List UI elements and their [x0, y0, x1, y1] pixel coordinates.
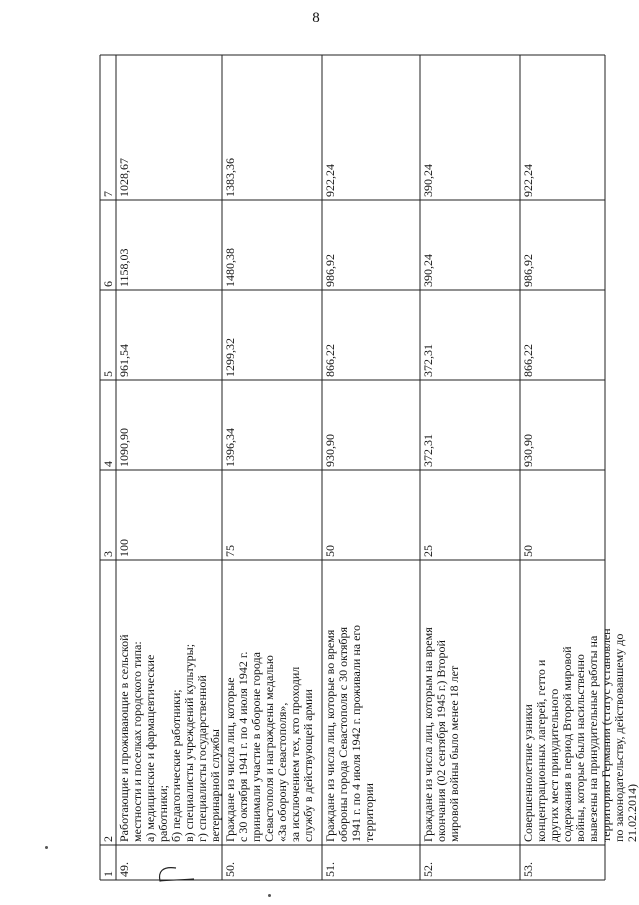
description-line: б) педагогические работники; — [169, 689, 183, 842]
description-line: с 30 октября 1941 г. по 4 июля 1942 г. — [236, 651, 250, 842]
description-line: мировой войны было менее 18 лет — [447, 665, 461, 842]
value-cell — [520, 200, 605, 290]
header-cell-text: 7 — [101, 191, 115, 197]
value-cell-text: 922,24 — [323, 164, 337, 197]
value-cell — [520, 470, 605, 560]
header-cell — [100, 845, 116, 880]
value-cell — [222, 55, 322, 200]
value-cell-text: 866,22 — [521, 344, 535, 377]
description-cell — [322, 560, 420, 845]
header-cell-text: 1 — [101, 871, 115, 877]
value-cell — [222, 290, 322, 380]
description-line: ветеринарной службы — [208, 729, 222, 842]
header-cell — [100, 55, 116, 200]
value-cell — [420, 470, 520, 560]
description-line: войны, которые были насильственно — [573, 654, 587, 842]
value-cell — [116, 290, 222, 380]
value-cell-text: 390,24 — [421, 254, 435, 287]
value-cell — [520, 55, 605, 200]
description-cell — [222, 560, 322, 845]
description-line: Севастополя и награждены медалью — [262, 655, 276, 842]
description-line: работники; — [156, 785, 170, 842]
description-line: содержания в период Второй мировой — [560, 646, 574, 842]
description-line: в) специалисты учреждений культуры; — [182, 643, 196, 842]
description-cell — [520, 560, 639, 845]
scan-dot — [45, 846, 48, 849]
value-cell — [322, 55, 420, 200]
header-cell-text: 3 — [101, 551, 115, 557]
scan-dot — [268, 894, 271, 897]
row-number-text: 51. — [323, 862, 337, 877]
description-line: территории — [362, 783, 376, 842]
row-number — [322, 845, 420, 880]
row-number-text: 49. — [117, 862, 131, 877]
value-cell — [116, 55, 222, 200]
value-cell — [116, 200, 222, 290]
value-cell — [420, 55, 520, 200]
header-cell — [100, 200, 116, 290]
value-cell-text: 1383,36 — [223, 158, 237, 197]
value-cell-text: 100 — [117, 539, 131, 557]
header-cell-text: 5 — [101, 371, 115, 377]
value-cell-text: 1028,67 — [117, 158, 131, 197]
value-cell-text: 986,92 — [521, 254, 535, 287]
description-cell — [420, 560, 520, 845]
value-cell-text: 866,22 — [323, 344, 337, 377]
header-cell — [100, 470, 116, 560]
value-cell-text: 930,90 — [323, 434, 337, 467]
value-cell — [520, 380, 605, 470]
value-cell-text: 1396,34 — [223, 428, 237, 467]
row-number-text: 53. — [521, 862, 535, 877]
header-cell — [100, 380, 116, 470]
description-line: принимали участие в обороне города — [249, 652, 263, 842]
row-number — [222, 845, 322, 880]
header-cell-text: 6 — [101, 281, 115, 287]
description-line: 21.02.2014) — [625, 784, 639, 842]
value-cell — [322, 290, 420, 380]
description-line: территорию Германии (статус установлен — [599, 628, 613, 842]
description-line: за исключением тех, кто проходил — [288, 666, 302, 842]
row-number — [520, 845, 605, 880]
description-line: концентрационных лагерей, гетто и — [534, 659, 548, 842]
description-line: Работающие и проживающие в сельской — [117, 634, 131, 842]
page-number: 8 — [312, 10, 320, 26]
description-line: Граждане из числа лиц, которые — [223, 677, 237, 842]
description-line: обороны города Севастополя с 30 октября — [336, 626, 350, 842]
value-cell-text: 50 — [521, 545, 535, 557]
value-cell-text: 986,92 — [323, 254, 337, 287]
description-line: 1941 г. по 4 июля 1942 г. проживали на его — [349, 624, 363, 842]
value-cell-text: 390,24 — [421, 164, 435, 197]
description-line: службу в действующей армии — [301, 689, 315, 842]
value-cell-text: 372,31 — [421, 344, 435, 377]
value-cell-text: 1299,32 — [223, 338, 237, 377]
value-cell — [222, 470, 322, 560]
description-line: окончания (02 сентября 1945 г.) Второй — [434, 640, 448, 842]
value-cell-text: 1158,03 — [117, 248, 131, 287]
value-cell — [222, 380, 322, 470]
value-cell-text: 1480,38 — [223, 248, 237, 287]
header-cell — [100, 560, 116, 845]
value-cell-text: 75 — [223, 545, 237, 557]
value-cell — [116, 380, 222, 470]
value-cell — [222, 200, 322, 290]
description-line: Граждане из числа лиц, которые во время — [323, 629, 337, 842]
value-cell-text: 930,90 — [521, 434, 535, 467]
description-line: Граждане из числа лиц, которым на время — [421, 627, 435, 842]
header-cell — [100, 290, 116, 380]
value-cell-text: 50 — [323, 545, 337, 557]
value-cell — [322, 380, 420, 470]
description-line: местности и поселках городского типа: — [130, 641, 144, 842]
value-cell — [322, 200, 420, 290]
description-line: по законодательству, действовавшему до — [612, 633, 626, 842]
description-cell — [116, 560, 222, 845]
value-cell-text: 1090,90 — [117, 428, 131, 467]
value-cell-text: 25 — [421, 545, 435, 557]
description-line: «За оборону Севастополя», — [275, 702, 289, 842]
description-line: вывезены на принудительные работы на — [586, 635, 600, 842]
description-line: г) специалисты государственной — [195, 675, 209, 842]
value-cell — [520, 290, 605, 380]
description-line: Совершеннолетние узники — [521, 704, 535, 842]
row-number-text: 50. — [223, 862, 237, 877]
description-line: а) медицинские и фармацевтические — [143, 654, 157, 842]
value-cell — [420, 290, 520, 380]
description-line: других мест принудительного — [547, 688, 561, 842]
value-cell — [116, 470, 222, 560]
row-number — [420, 845, 520, 880]
row-number-text: 52. — [421, 862, 435, 877]
value-cell — [420, 380, 520, 470]
value-cell — [322, 470, 420, 560]
header-cell-text: 2 — [101, 836, 115, 842]
value-cell-text: 922,24 — [521, 164, 535, 197]
header-cell-text: 4 — [101, 461, 115, 467]
value-cell-text: 961,54 — [117, 344, 131, 377]
value-cell — [420, 200, 520, 290]
value-cell-text: 372,31 — [421, 434, 435, 467]
signature-mark — [146, 862, 196, 884]
